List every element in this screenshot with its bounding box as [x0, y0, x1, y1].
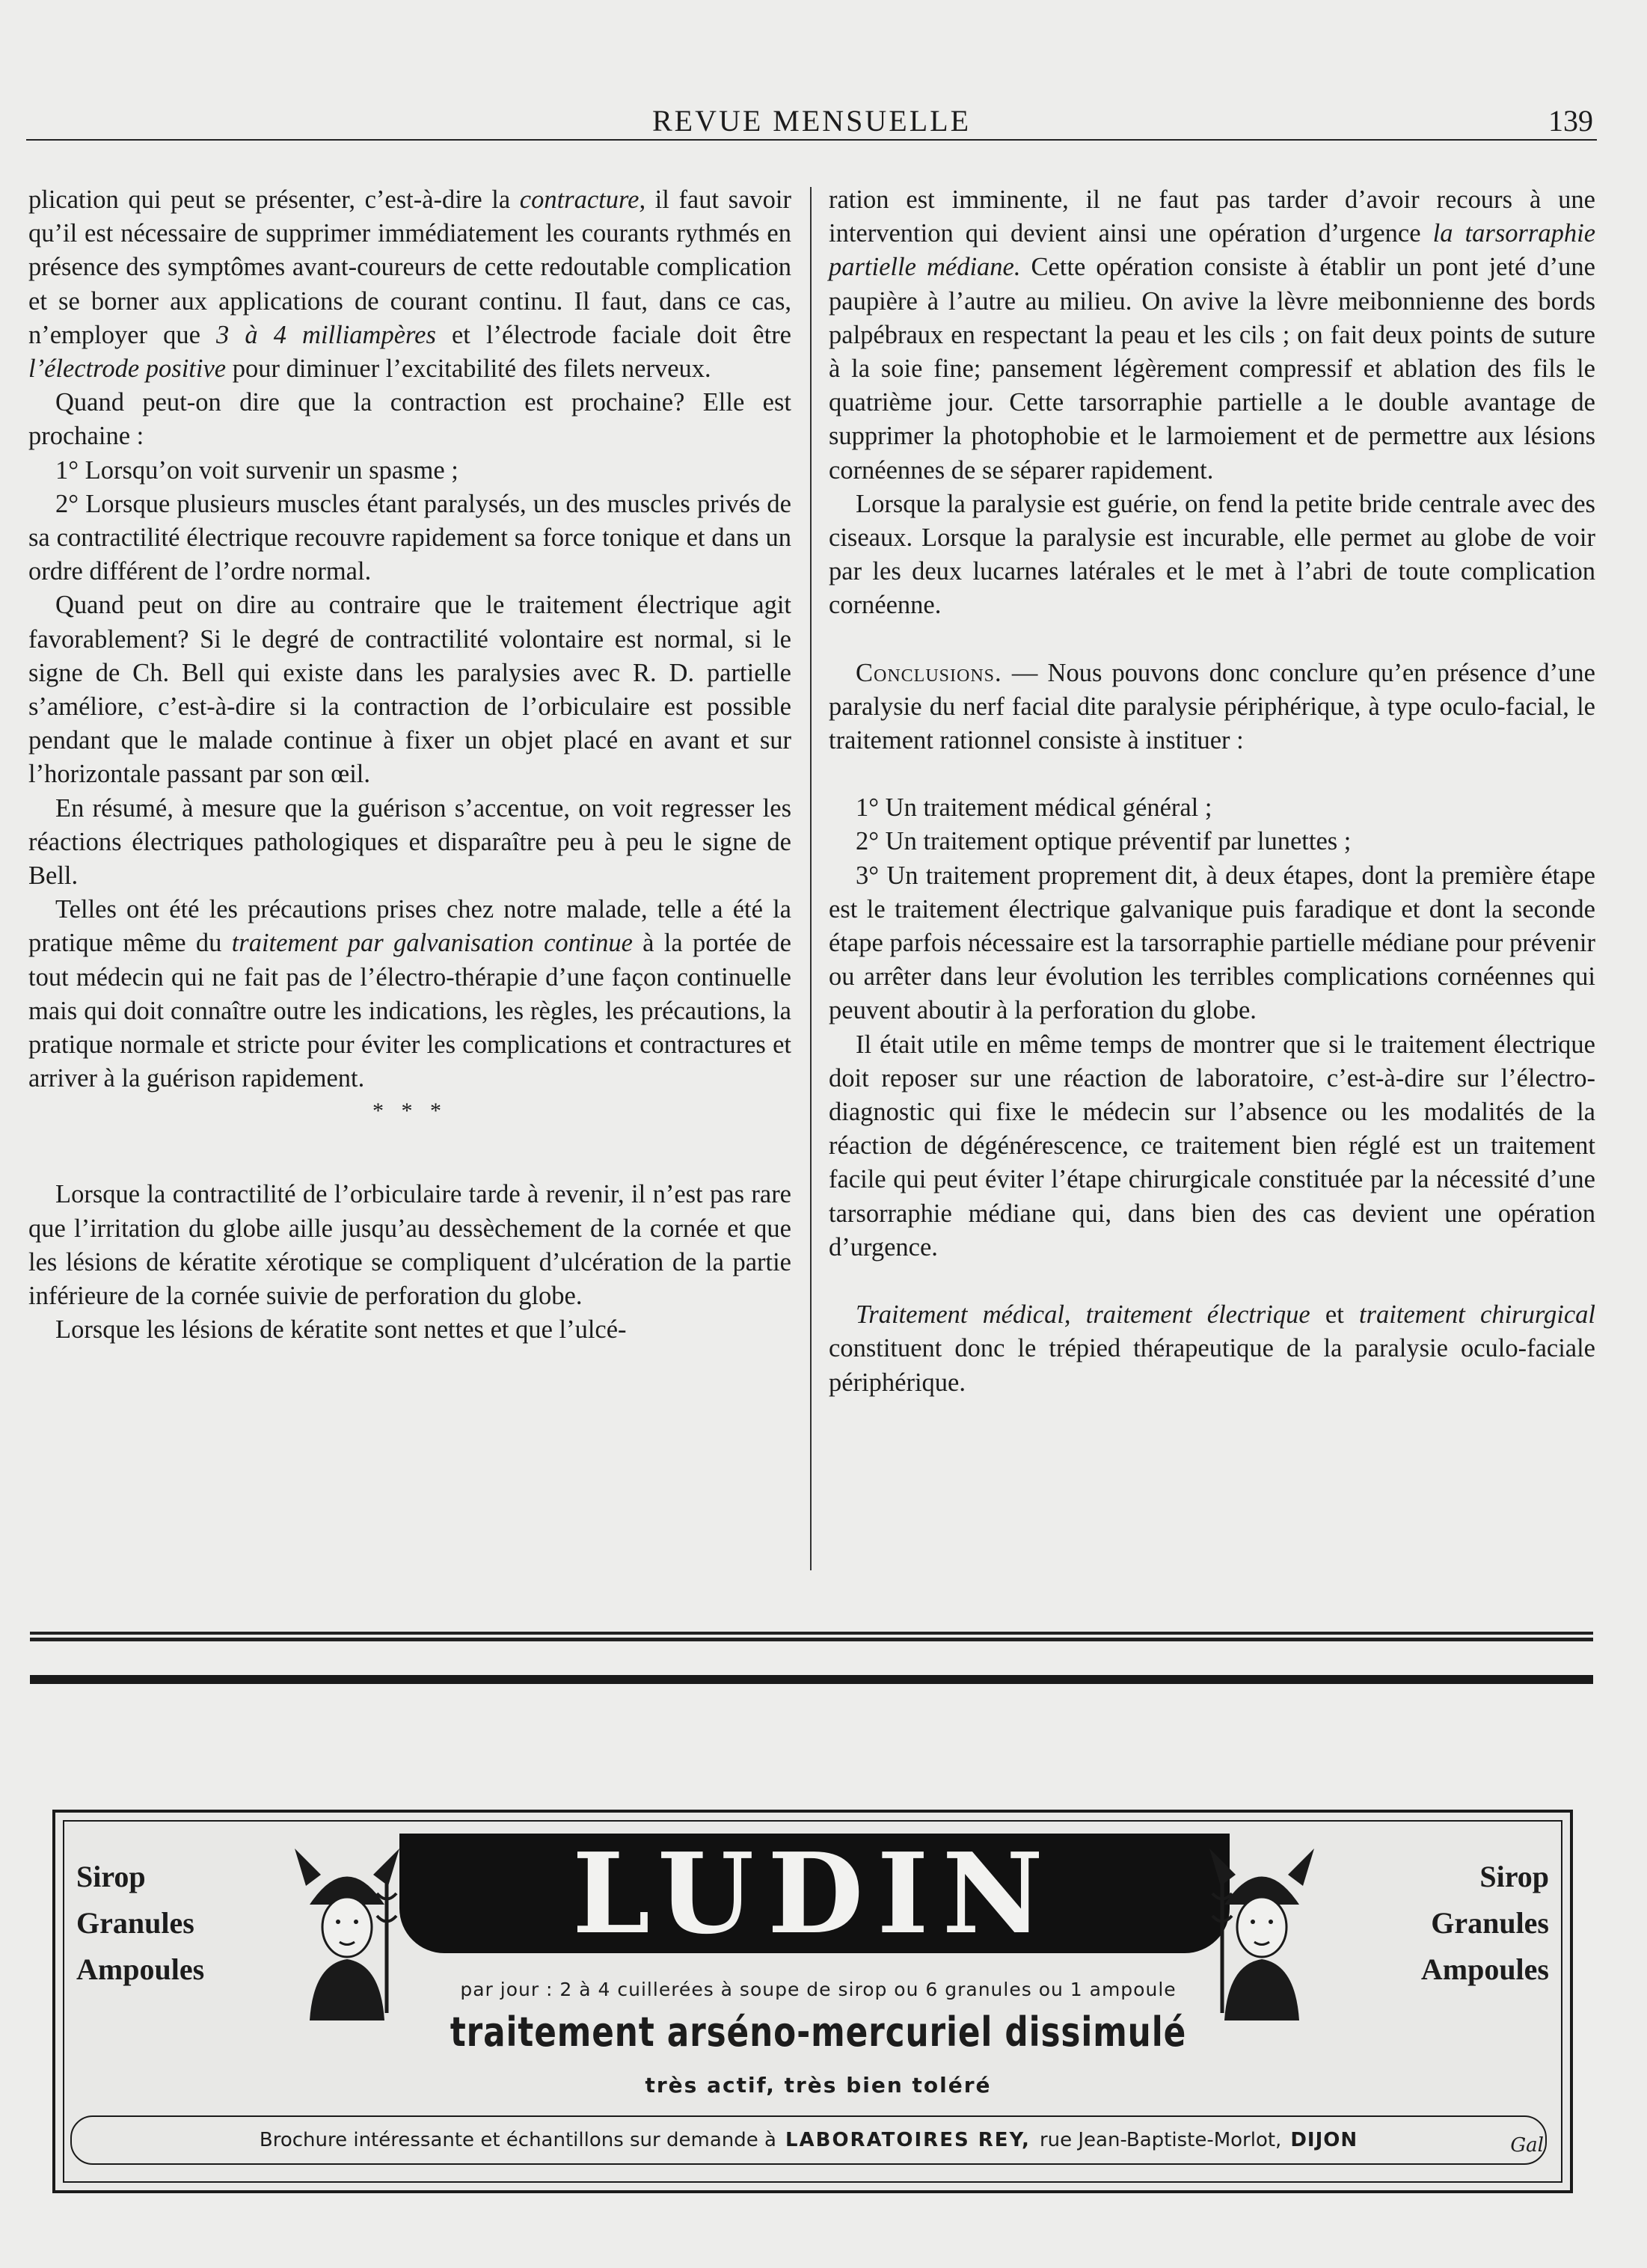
- left-paragraph-2: Quand peut-on dire que la contraction est prochaine? Elle est prochaine :: [28, 388, 791, 451]
- footer-city: DIJON: [1290, 2129, 1358, 2151]
- ad-tagline: très actif, très bien toléré: [645, 2073, 992, 2098]
- separator-thick-rule: [30, 1675, 1593, 1684]
- form-ampoules: Ampoules: [1420, 1952, 1549, 1986]
- conclusions-paragraph: [829, 657, 1595, 758]
- left-paragraph-6: En résumé, à mesure que la guérison s’accentue, on voit regresser les réactions électriques pathologiques et disparaître peu à peu le signe de Bell.: [28, 793, 791, 891]
- running-title: REVUE MENSUELLE: [651, 104, 972, 138]
- form-granules: Granules: [1431, 1906, 1549, 1940]
- ad-footer: [70, 2115, 1547, 2165]
- left-paragraph-4: 2° Lorsque plusieurs muscles étant paralysés, un des muscles privés de sa contractilité électrique recouvre rapidement sa force tonique et dans un ordre différent de l’ordre normal.: [28, 489, 791, 586]
- emphasis: 3 à 4 milliampères: [216, 320, 436, 349]
- text-run: à la portée de tout médecin qui ne fait pas de l’électro-thérapie d’une façon continuelle mais qui doit connaître outre les indications, les règles, les précautions, la pratique normale et stricte pour éviter les complications et contractures et arriver à la guérison rapidement.: [28, 929, 791, 1093]
- form-sirop: Sirop: [1479, 1860, 1549, 1893]
- section-asterism: * * *: [372, 1098, 447, 1124]
- ad-forms-right: [1325, 1854, 1549, 1993]
- emphasis: la tarsorraphie partielle médiane.: [829, 219, 1596, 282]
- text-run: ration est imminente, il ne faut pas tarder d’avoir recours à une intervention qui devient ainsi une opération d’urgence: [829, 185, 1595, 248]
- brand-name: LUDIN: [572, 1828, 1057, 1958]
- form-granules: Granules: [76, 1906, 194, 1940]
- separator-double-rule: [30, 1632, 1593, 1642]
- text-run: il faut savoir qu’il est nécessaire de supprimer immédiatement les courants rythmés en présence des symptômes avant-coureurs de cette redoutable complication et se borner aux applications de courant continu. Il faut, dans ce cas, n’employer que: [28, 185, 791, 349]
- ludin-advertisement: [52, 1810, 1573, 2193]
- list-item: 1° Un traitement médical général ;: [856, 793, 1212, 823]
- emphasis: traitement chirurgical: [1359, 1300, 1595, 1330]
- rule-line: [30, 1632, 1593, 1635]
- ad-headline: traitement arséno-mercuriel dissimulé: [450, 2009, 1187, 2056]
- left-paragraph-3: 1° Lorsqu’on voit survenir un spasme ;: [55, 455, 458, 485]
- footer-lab: LABORATOIRES REY,: [785, 2129, 1031, 2151]
- left-paragraph-9: Lorsque les lésions de kératite sont nettes et que l’ulcé-: [55, 1315, 627, 1344]
- text-run: constituent donc le trépied thérapeutique de la paralysie oculo-faciale périphérique.: [829, 1334, 1595, 1397]
- footer-prefix: Brochure intéressante et échantillons sur demande à: [259, 2129, 776, 2151]
- spacer: [829, 757, 1595, 791]
- conclusions-text: — Nous pouvons donc conclure qu’en présence d’une paralysie du nerf facial dite paralysie périphérique, à type oculo-facial, le traitement rationnel consiste à instituer :: [829, 658, 1595, 755]
- emphasis: Traitement médical, traitement électrique: [856, 1300, 1310, 1330]
- artist-signature: Gal: [1510, 2134, 1544, 2157]
- emphasis: l’électrode positive: [28, 354, 227, 384]
- form-ampoules: Ampoules: [76, 1952, 205, 1986]
- winged-helmet-mascot-icon: [1206, 1834, 1318, 2020]
- left-column: [28, 183, 791, 1347]
- left-paragraph-5: Quand peut on dire au contraire que le traitement électrique agit favorablement? Si le degré de contractilité volontaire est normal, si le signe de Ch. Bell qui existe dans les paralysies avec R. D. partielle s’améliore, c’est-à-dire si la contraction de l’orbiculaire est possible pendant que le malade continue à fixer un objet placé en avant et sur l’horizontale passant par son œil.: [28, 591, 791, 789]
- conclusions-label: Conclusions.: [856, 658, 1002, 687]
- text-run: Telles ont été les précautions prises chez notre malade, telle a été la pratique même du: [28, 895, 791, 958]
- ad-forms-left: [76, 1854, 301, 1993]
- brand-banner: [399, 1828, 1230, 1958]
- page-number: 139: [1548, 104, 1593, 138]
- left-paragraph-8: Lorsque la contractilité de l’orbiculaire tarde à revenir, il n’est pas rare que l’irritation du globe aille jusqu’au dessèchement de la cornée et que les lésions de kératite xérotique se compliquent d’ulcération de la partie inférieure de la cornée suivie de perforation du globe.: [28, 1180, 791, 1311]
- winged-helmet-mascot-icon: [291, 1834, 403, 2020]
- header-rule: [26, 139, 1597, 141]
- column-divider: [810, 187, 812, 1570]
- form-sirop: Sirop: [76, 1860, 146, 1893]
- running-header: [30, 97, 1593, 142]
- right-paragraph-2: Lorsque la paralysie est guérie, on fend la petite bride centrale avec des ciseaux. Lorsque la paralysie est incurable, elle permet au globe de voir par les deux lucarnes latérales et le met à l’abri de toute complication cornéenne.: [829, 489, 1595, 620]
- left-paragraph-1: [28, 183, 791, 386]
- list-item: 3° Un traitement proprement dit, à deux étapes, dont la première étape est le traitement électrique galvanique puis faradique et dont la seconde étape parfois nécessaire est la tarsorraphie partielle médiane pour prévenir ou arrêter dans leur évolution les terribles complications cornéennes qui peuvent aboutir à la perforation du globe.: [829, 861, 1595, 1025]
- text-run: pour diminuer l’excitabilité des filets nerveux.: [226, 354, 711, 384]
- treatment-list: [829, 791, 1595, 1027]
- text-run: et l’électrode faciale doit être: [435, 320, 791, 349]
- emphasis: traitement par galvanisation continue: [231, 929, 633, 958]
- right-paragraph-3: Il était utile en même temps de montrer que si le traitement électrique doit reposer sur une réaction de laboratoire, c’est-à-dire sur l’électro-diagnostic qui fixe le médecin sur l’absence ou les modalités de la réaction de dégénérescence, ce traitement bien réglé est un traitement facile qui peut éviter l’étape chirurgicale constituée par la nécessité d’une tarsorraphie médiane qui, dans bien des cas devient une opération d’urgence.: [829, 1030, 1595, 1261]
- spacer: [829, 623, 1595, 657]
- right-column: [829, 183, 1595, 1400]
- spacer: [829, 1264, 1595, 1298]
- final-paragraph: [829, 1298, 1595, 1400]
- footer-street: rue Jean-Baptiste-Morlot,: [1039, 2129, 1282, 2151]
- rule-line: [30, 1638, 1593, 1641]
- ad-dosage: par jour : 2 à 4 cuillerées à soupe de sirop ou 6 granules ou 1 ampoule: [460, 1979, 1177, 2000]
- emphasis: contracture,: [519, 185, 646, 214]
- list-item: 2° Un traitement optique préventif par lunettes ;: [856, 827, 1352, 856]
- left-paragraph-7: [28, 893, 791, 1095]
- text-run: plication qui peut se présenter, c’est-à-dire la: [28, 185, 520, 214]
- text-run: Cette opération consiste à établir un pont jeté d’une paupière à l’autre au milieu. On avive la lèvre meibonnienne des bords palpébraux en respectant la peau et les cils ; on fait deux points de suture à la soie fine; pansement légèrement compressif et ablation des fils le quatrième jour. Cette tarsorraphie partielle a le double avantage de supprimer la photophobie et le larmoiement et de permettre aux lésions cornéennes de se séparer rapidement.: [829, 253, 1595, 485]
- right-paragraph-1: [829, 183, 1595, 488]
- text-run: et: [1310, 1300, 1360, 1330]
